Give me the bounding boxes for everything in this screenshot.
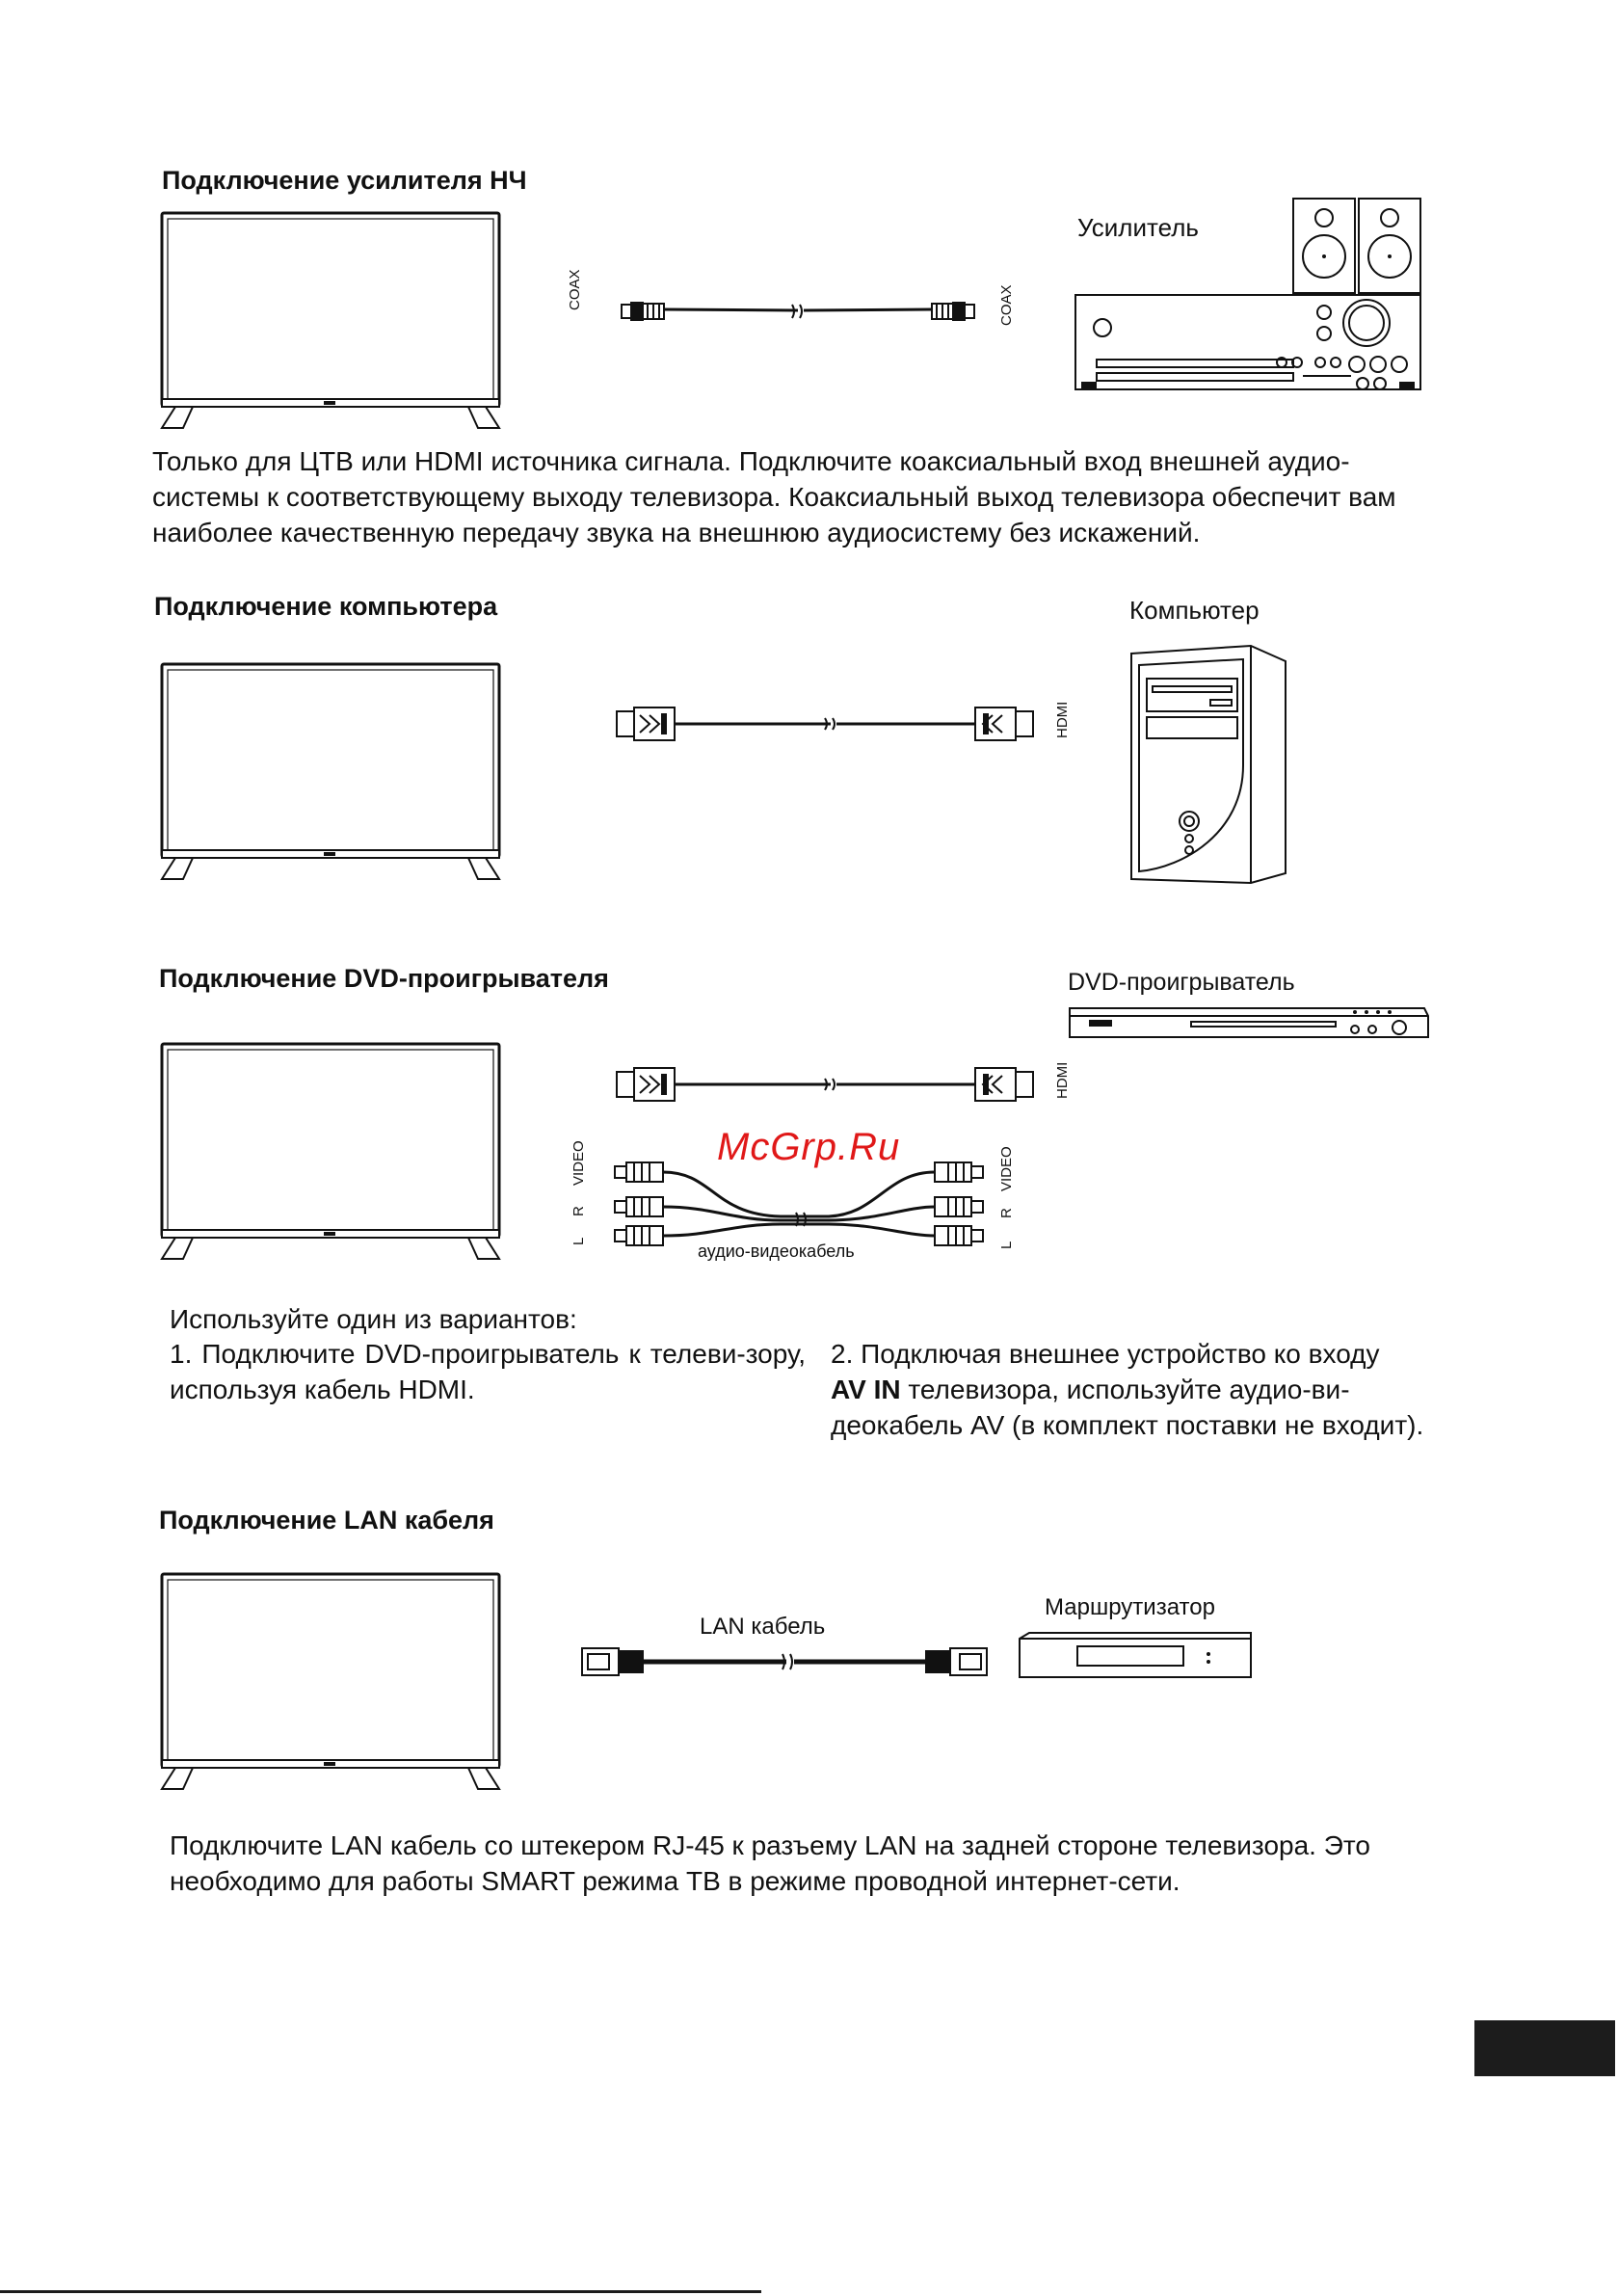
computer-illustration [1126,640,1291,887]
device-label-router: Маршрутизатор [1045,1594,1215,1620]
rca-label-video-left: VIDEO [570,1140,587,1186]
port-label-coax-left: COAX [567,269,583,310]
port-label-hdmi: HDMI [1054,1061,1071,1099]
dvd-option-2-suffix: телевизора, используйте аудио-ви-деокабель AV (в комплект поставки не входит). [831,1375,1424,1440]
tv-illustration [154,661,507,885]
footer-rule [0,2290,761,2293]
tv-illustration [154,1571,507,1795]
dvd-intro: Используйте один из вариантов: [170,1304,577,1334]
rca-label-video-right: VIDEO [998,1146,1015,1191]
rca-label-l-right: L [998,1241,1015,1249]
dvd-option-2-prefix: 2. Подключая внешнее устройство ко входу [831,1339,1380,1369]
dvd-option-2-av-in: AV IN [831,1375,901,1404]
description-amplifier: Только для ЦТВ или HDMI источника сигнала. Подключите коаксиальный вход внешней аудио-системы к соответствующему выходу телевизора. Коаксиальный выход телевизора обеспечит вам наиболее качественную передачу звука на внешнюю аудиосистему без искажений. [152,446,1396,547]
port-label-hdmi: HDMI [1054,701,1071,738]
amplifier-illustration [1072,195,1438,399]
tv-illustration [154,1041,507,1265]
section-heading-amplifier: Подключение усилителя НЧ [162,166,527,195]
device-label-amplifier: Усилитель [1077,213,1199,242]
hdmi-cable [613,1060,1037,1108]
dvd-player-illustration [1066,1002,1434,1043]
section-heading-lan: Подключение LAN кабеля [159,1506,494,1535]
device-label-computer: Компьютер [1129,596,1260,625]
dvd-option-1: 1. Подключите DVD-проигрыватель к телеви-зору, используя кабель HDMI. [170,1339,806,1404]
hdmi-cable [613,700,1037,748]
lan-cable [578,1641,993,1683]
section-heading-computer: Подключение компьютера [154,592,498,621]
page-number-tab [1474,2020,1615,2076]
router-illustration [1016,1629,1255,1683]
description-lan: Подключите LAN кабель со штекером RJ-45 к разъему LAN на задней стороне телевизора. Это необходимо для работы SMART режима ТВ в режиме проводной интернет-сети. [170,1830,1370,1896]
rca-label-l-left: L [570,1237,587,1245]
dvd-option-2 [831,1336,1476,1443]
watermark: McGrp.Ru [717,1126,901,1168]
device-label-dvd: DVD-проигрыватель [1068,969,1295,996]
cable-caption: аудио-видеокабель [698,1241,855,1261]
coax-cable [588,281,1008,339]
cable-label-lan: LAN кабель [700,1614,826,1640]
section-heading-dvd: Подключение DVD-проигрывателя [159,964,609,993]
tv-illustration [154,210,507,434]
rca-label-r-right: R [998,1208,1015,1218]
port-label-coax-right: COAX [998,284,1015,326]
rca-label-r-left: R [570,1206,587,1216]
